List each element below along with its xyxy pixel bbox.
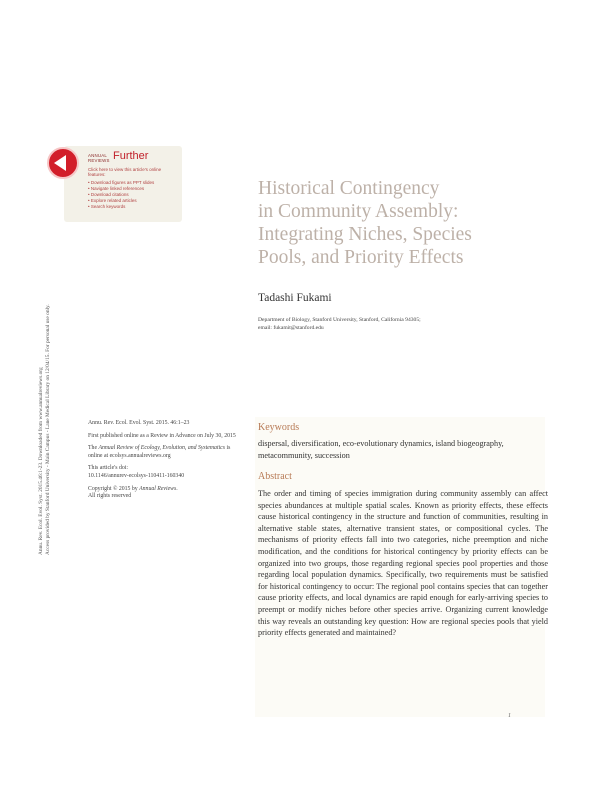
affiliation-line: Department of Biology, Stanford University, Stanford, California 94305; bbox=[258, 317, 421, 323]
further-feature-list bbox=[88, 180, 154, 210]
copyright: Copyright © 2015 by Annual Reviews. All rights reserved bbox=[88, 485, 178, 500]
journal-info: The Annual Review of Ecology, Evolution, and Systematics is online at ecolsys.annualreviews.org bbox=[88, 445, 231, 459]
keywords-text: dispersal, diversification, eco-evolutionary dynamics, island biogeography, metacommunity, succession bbox=[258, 439, 504, 460]
journal-name: Annual Review of Ecology, Evolution, and Systematics bbox=[98, 445, 226, 452]
abstract-heading: Abstract bbox=[258, 471, 292, 482]
further-item-related[interactable]: • Explore related articles bbox=[88, 198, 154, 204]
further-item-citations[interactable]: • Download citations bbox=[88, 192, 154, 198]
title-line: Historical Contingency bbox=[258, 178, 440, 199]
title-line: in Community Assembly: bbox=[258, 201, 459, 222]
doi-link[interactable]: 10.1146/annurev-ecolsys-110411-160340 bbox=[88, 472, 185, 479]
title-line: Integrating Niches, Species bbox=[258, 224, 472, 245]
page-number: 1 bbox=[508, 713, 511, 719]
doi-label: This article's doi: bbox=[88, 465, 129, 472]
keywords-heading: Keywords bbox=[258, 422, 300, 433]
brand-line-1: ANNUAL bbox=[88, 153, 108, 158]
email-link[interactable]: email: fukamit@stanford.edu bbox=[258, 325, 324, 331]
brand-line-2: REVIEWS bbox=[88, 158, 110, 164]
article-title bbox=[258, 177, 588, 269]
further-item-figures[interactable]: • Download figures as PPT slides bbox=[88, 180, 154, 186]
doi-block bbox=[88, 465, 238, 480]
download-stamp bbox=[38, 245, 53, 555]
author-name: Tadashi Fukami bbox=[258, 292, 332, 304]
further-prompt-link[interactable]: Click here to view this article's online features: bbox=[88, 167, 162, 178]
download-stamp-line-1: Annu. Rev. Ecol. Evol. Syst. 2015.46:1-23. Downloaded from www.annualreviews.org bbox=[38, 367, 44, 555]
further-item-references[interactable]: • Navigate linked references bbox=[88, 186, 154, 192]
play-arrow-icon bbox=[54, 155, 66, 171]
citation: Annu. Rev. Ecol. Evol. Syst. 2015. 46:1–23 bbox=[88, 420, 190, 426]
article-metadata bbox=[88, 420, 238, 506]
rights: All rights reserved bbox=[88, 493, 132, 500]
abstract-text: The order and timing of species immigration during community assembly can affect species abundances at multiple spatial scales. Known as priority effects, these effects cause historical contingency in the structure and function of communities, resulting in alternative stable states, alternative transient states, or compositional cycles. The mechanisms of priority effects fall into two categories, niche preemption and niche modification, and the conditions for historical contingency by priority effects can be organized into two groups, those regarding regional species pool properties and those regarding local population dynamics. Specifically, two requirements must be satisfied for historical contingency to occur: The regional pool contains species that can together cause priority effects, and local dynamics are rapid enough for early-arriving species to preempt or modify niches before other species arrive. Organizing current knowledge this way reveals an outstanding key question: How are regional species pools that yield priority effects generated and maintained? bbox=[258, 489, 548, 638]
title-line: Pools, and Priority Effects bbox=[258, 247, 464, 268]
first-published: First published online as a Review in Advance on July 30, 2015 bbox=[88, 432, 236, 439]
affiliation bbox=[258, 316, 558, 332]
download-stamp-line-2: Access provided by Stanford University - Main Campus - Lane Medical Library on 12/04/15. For personal use only. bbox=[45, 304, 52, 555]
further-item-keywords[interactable]: • Search keywords bbox=[88, 204, 154, 210]
further-title: Further bbox=[113, 150, 149, 162]
